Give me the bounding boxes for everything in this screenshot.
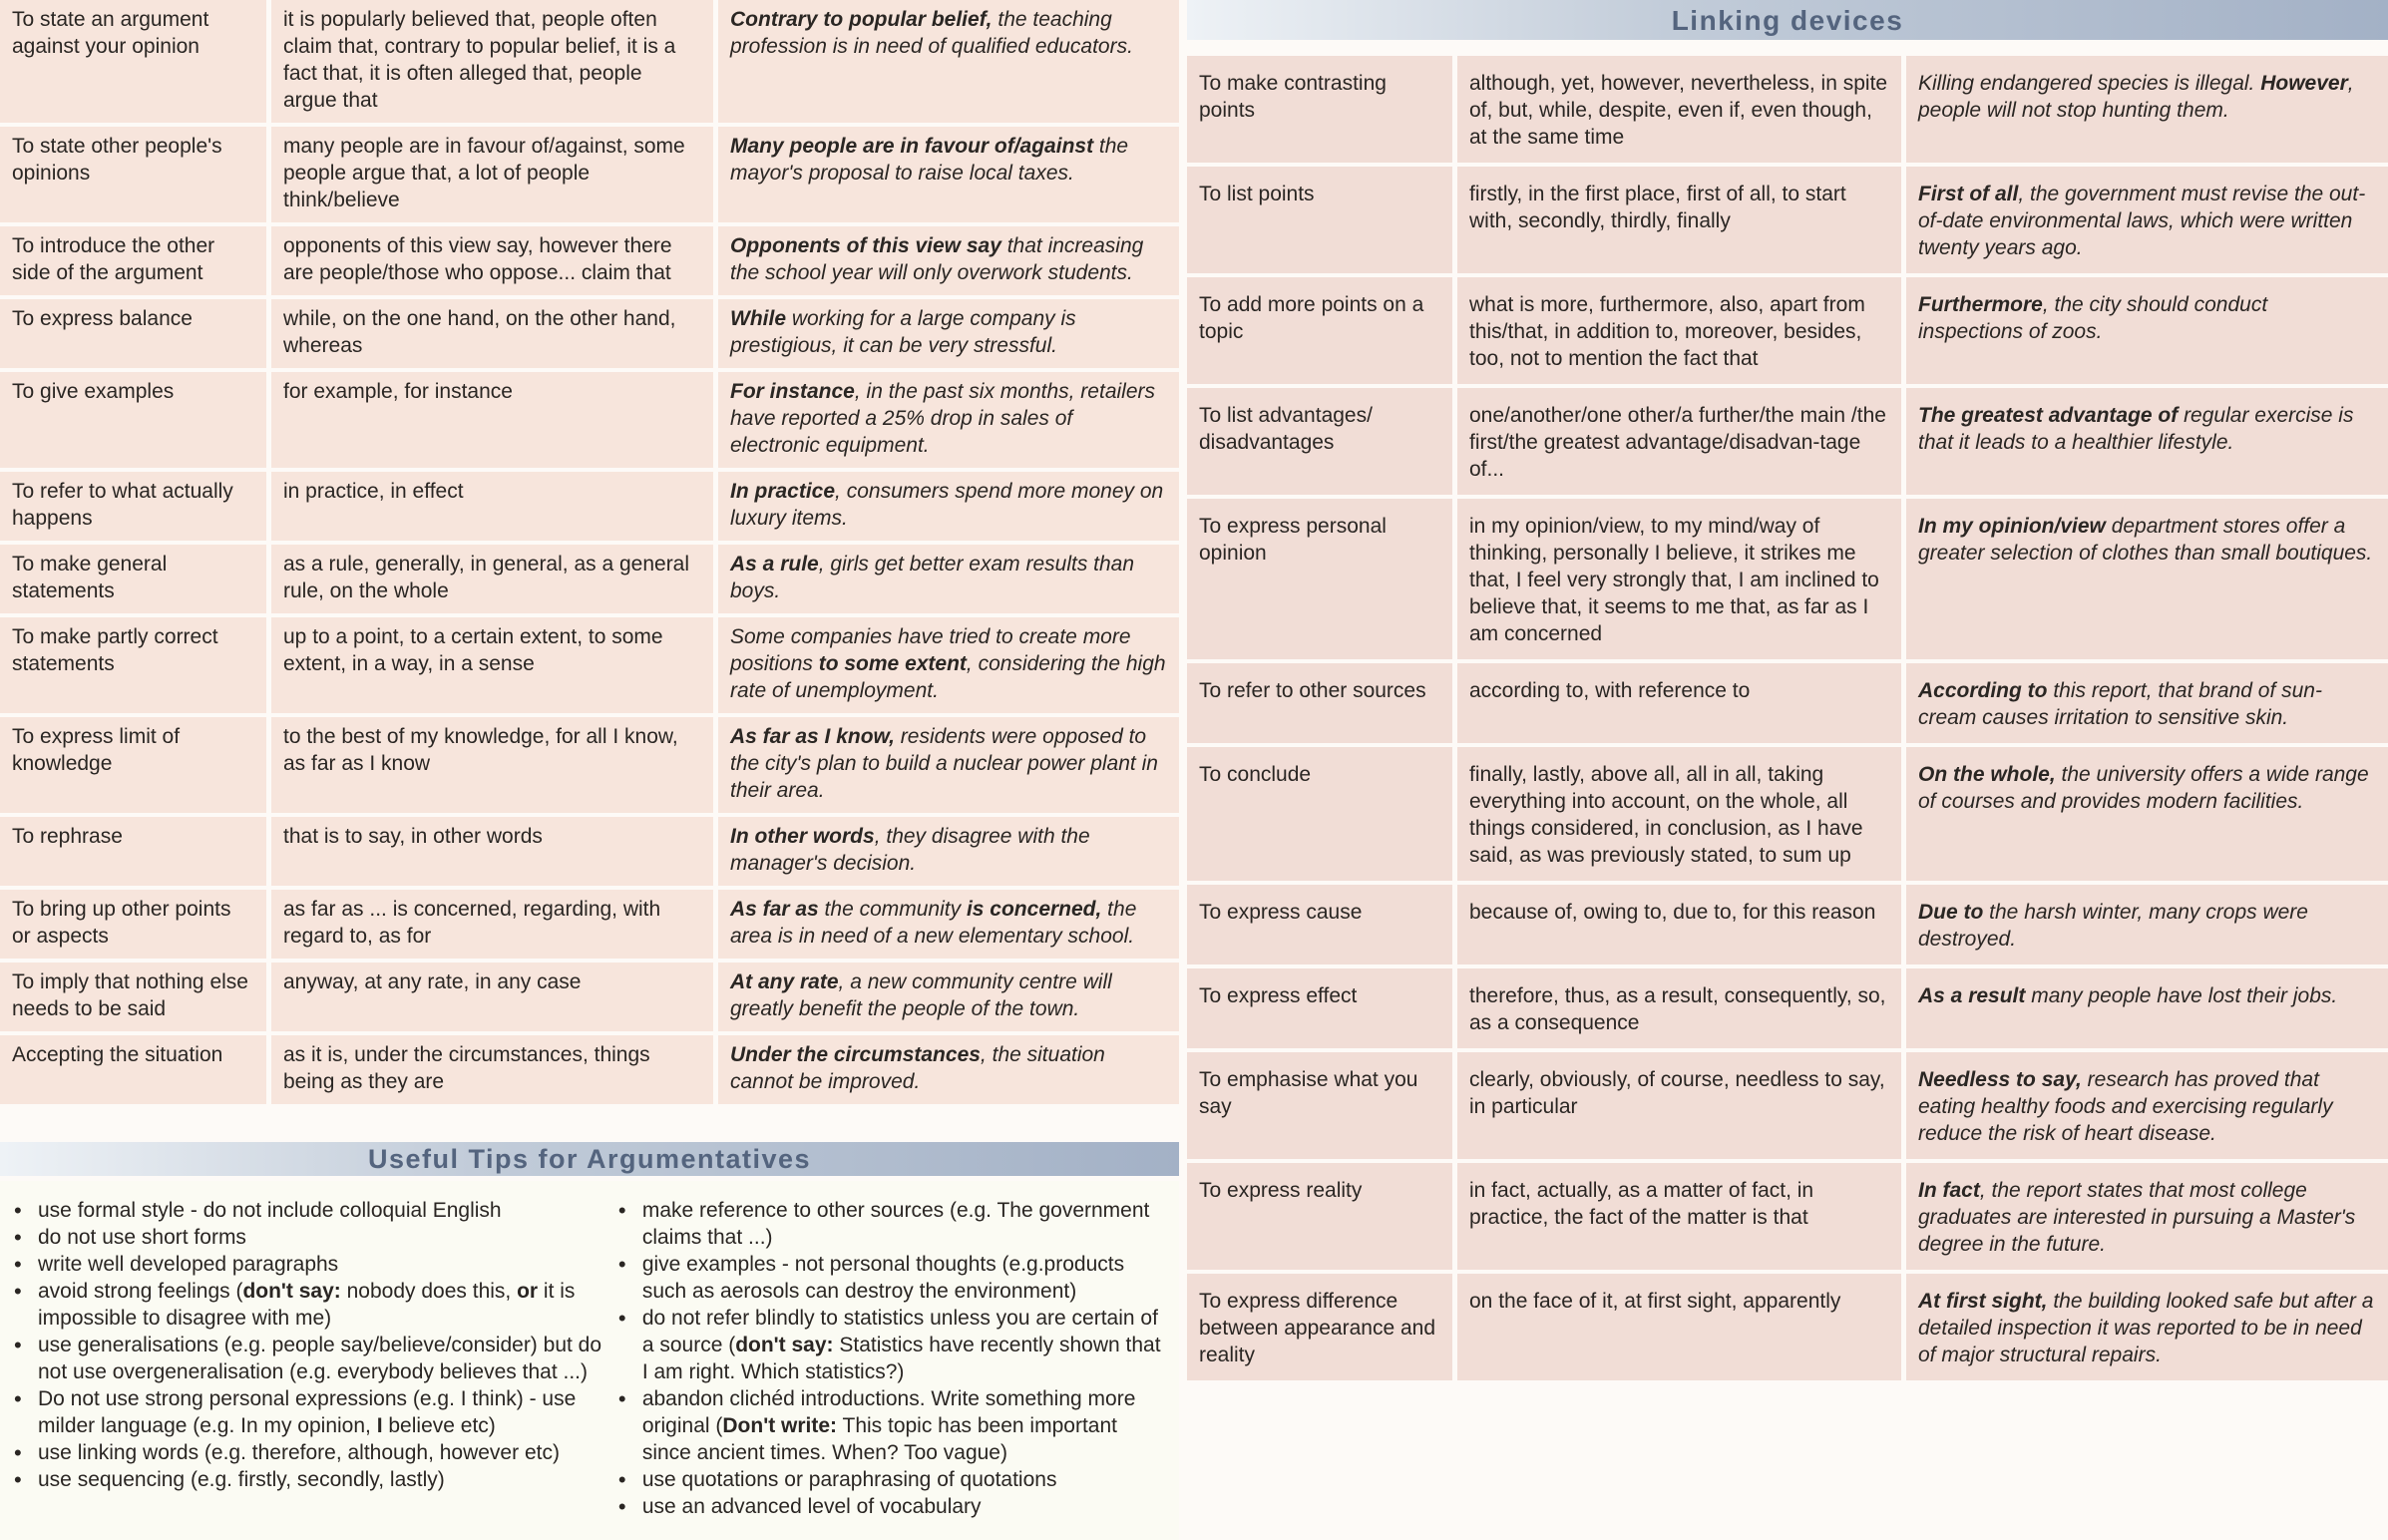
bold-phrase: In fact bbox=[1918, 1179, 1980, 1202]
text-segment: , in the past six months, retailers have reported a 25% drop in sales of electronic equipment. bbox=[730, 380, 1156, 457]
text-segment: use sequencing (e.g. firstly, secondly, lastly) bbox=[38, 1468, 445, 1491]
table-row bbox=[0, 717, 1179, 813]
bold-phrase: Don't write: bbox=[722, 1414, 838, 1437]
argument-phrases-table bbox=[0, 0, 1179, 1108]
bold-phrase: For instance bbox=[730, 380, 855, 403]
table-row bbox=[0, 226, 1179, 295]
bold-phrase: is concerned, bbox=[966, 898, 1102, 921]
text-segment: , the government must revise the out-of-date environmental laws, which were written twenty years ago. bbox=[1918, 183, 2366, 259]
text-segment: the harsh winter, many crops were destroyed. bbox=[1918, 901, 2308, 951]
tip-item bbox=[614, 1466, 1169, 1493]
bold-phrase: I bbox=[376, 1414, 383, 1437]
example-cell bbox=[718, 226, 1179, 295]
text-segment: the teaching profession is in need of qualified educators. bbox=[730, 8, 1133, 58]
text-segment: , they disagree with the manager's decision. bbox=[730, 825, 1090, 875]
table-row bbox=[1187, 663, 2388, 743]
tip-item bbox=[614, 1493, 1169, 1520]
tips-list-right bbox=[614, 1197, 1169, 1540]
example-cell bbox=[1906, 499, 2388, 659]
table-row bbox=[0, 545, 1179, 613]
purpose-cell: To express effect bbox=[1187, 968, 1457, 1048]
text-segment: it is impossible to disagree with me) bbox=[38, 1280, 576, 1330]
phrases-cell: in my opinion/view, to my mind/way of thinking, personally I believe, it strikes me that, I feel very strongly that, I am inclined to believe that, it seems to me that, as far as I am concerned bbox=[1457, 499, 1906, 659]
text-segment: , a new community centre will greatly benefit the people of the town. bbox=[730, 970, 1112, 1020]
phrases-cell: one/another/one other/a further/the main /the first/the greatest advantage/disadvan-tage of... bbox=[1457, 388, 1906, 495]
example-cell bbox=[718, 617, 1179, 713]
text-segment: the area is in need of a new elementary school. bbox=[730, 898, 1137, 948]
tip-item bbox=[10, 1278, 614, 1332]
text-segment: department stores offer a greater selection of clothes than small boutiques. bbox=[1918, 515, 2373, 565]
example-cell bbox=[1906, 968, 2388, 1048]
example-cell bbox=[1906, 885, 2388, 964]
text-segment: Do not use strong personal expressions (e.g. I think) - use milder language (e.g. In my opinion, bbox=[38, 1387, 577, 1437]
phrases-cell: for example, for instance bbox=[271, 372, 718, 468]
bold-phrase: Many people are in favour of/against bbox=[730, 135, 1094, 158]
text-segment: research has proved that eating healthy foods and exercising regularly reduce the risk of heart disease. bbox=[1918, 1068, 2333, 1145]
table-row bbox=[1187, 1274, 2388, 1380]
bold-phrase: don't say: bbox=[242, 1280, 341, 1303]
example-cell bbox=[718, 372, 1179, 468]
phrases-cell: therefore, thus, as a result, consequently, so, as a consequence bbox=[1457, 968, 1906, 1048]
text-segment: , consumers spend more money on luxury items. bbox=[730, 480, 1164, 530]
linking-devices-table bbox=[1187, 52, 2388, 1384]
text-segment: , people will not stop hunting them. bbox=[1918, 72, 2354, 122]
phrases-cell: what is more, furthermore, also, apart from this/that, in addition to, moreover, besides, too, not to mention the fact that bbox=[1457, 277, 1906, 384]
bold-phrase: Under the circumstances bbox=[730, 1043, 981, 1066]
bold-phrase: As far as I know, bbox=[730, 725, 895, 748]
bold-phrase: According to bbox=[1918, 679, 2048, 702]
tips-section bbox=[0, 1181, 1179, 1540]
purpose-cell: To make general statements bbox=[0, 545, 271, 613]
table-row bbox=[0, 127, 1179, 222]
phrases-cell: as it is, under the circumstances, things being as they are bbox=[271, 1035, 718, 1104]
text-segment: use generalisations (e.g. people say/believe/consider) but do not use overgeneralisation (e.g. everybody believes that ...) bbox=[38, 1334, 602, 1383]
text-segment: many people have lost their jobs. bbox=[2025, 984, 2338, 1007]
example-cell bbox=[718, 717, 1179, 813]
tips-list-left bbox=[10, 1197, 614, 1540]
example-cell bbox=[718, 127, 1179, 222]
text-segment: make reference to other sources (e.g. The government claims that ...) bbox=[641, 1199, 1150, 1249]
text-segment: nobody does this, bbox=[340, 1280, 518, 1303]
example-cell bbox=[718, 299, 1179, 368]
text-segment: do not refer blindly to statistics unless you are certain of a source ( bbox=[641, 1307, 1158, 1356]
phrases-cell: although, yet, however, nevertheless, in spite of, but, while, despite, even if, even though, at the same time bbox=[1457, 56, 1906, 163]
phrases-cell: while, on the one hand, on the other hand, whereas bbox=[271, 299, 718, 368]
text-segment: regular exercise is that it leads to a healthier lifestyle. bbox=[1918, 404, 2354, 454]
example-cell bbox=[718, 890, 1179, 959]
example-cell bbox=[718, 0, 1179, 123]
bold-phrase: In practice bbox=[730, 480, 836, 503]
purpose-cell: To rephrase bbox=[0, 817, 271, 886]
phrases-cell: up to a point, to a certain extent, to some extent, in a way, in a sense bbox=[271, 617, 718, 713]
phrases-cell: it is popularly believed that, people often claim that, contrary to popular belief, it is a fact that, it is often alleged that, people argue that bbox=[271, 0, 718, 123]
table-row bbox=[1187, 1163, 2388, 1270]
text-segment: Some companies have tried to create more positions bbox=[730, 625, 1131, 675]
table-row bbox=[0, 890, 1179, 959]
table-row bbox=[1187, 499, 2388, 659]
table-row bbox=[0, 617, 1179, 713]
text-segment: , the report states that most college graduates are interested in pursuing a Master's degree in the future. bbox=[1918, 1179, 2356, 1256]
purpose-cell: To make partly correct statements bbox=[0, 617, 271, 713]
text-segment: that increasing the school year will only overwork students. bbox=[730, 234, 1144, 284]
right-panel bbox=[1187, 0, 2388, 1540]
example-cell bbox=[1906, 663, 2388, 743]
purpose-cell: To express balance bbox=[0, 299, 271, 368]
phrases-cell: that is to say, in other words bbox=[271, 817, 718, 886]
example-cell bbox=[1906, 277, 2388, 384]
text-segment: the building looked safe but after a detailed inspection it was reported to be in need of major structural repairs. bbox=[1918, 1290, 2374, 1366]
purpose-cell: To refer to other sources bbox=[1187, 663, 1457, 743]
text-segment: residents were opposed to the city's plan to build a nuclear power plant in their area. bbox=[730, 725, 1158, 802]
example-cell bbox=[718, 817, 1179, 886]
text-segment: give examples - not personal thoughts (e.g.products such as aerosols can destroy the environment) bbox=[641, 1253, 1125, 1303]
table-row bbox=[0, 299, 1179, 368]
purpose-cell: To emphasise what you say bbox=[1187, 1052, 1457, 1159]
purpose-cell: To state an argument against your opinion bbox=[0, 0, 271, 123]
phrases-cell: on the face of it, at first sight, apparently bbox=[1457, 1274, 1906, 1380]
phrases-cell: as a rule, generally, in general, as a general rule, on the whole bbox=[271, 545, 718, 613]
purpose-cell: To list points bbox=[1187, 167, 1457, 273]
text-segment: working for a large company is prestigious, it can be very stressful. bbox=[730, 307, 1076, 357]
table-row bbox=[0, 1035, 1179, 1104]
example-cell bbox=[1906, 388, 2388, 495]
table-row bbox=[0, 962, 1179, 1031]
example-cell bbox=[1906, 1163, 2388, 1270]
tip-item bbox=[10, 1197, 614, 1224]
example-cell bbox=[1906, 167, 2388, 273]
purpose-cell: To conclude bbox=[1187, 747, 1457, 881]
bold-phrase: First of all bbox=[1918, 183, 2019, 205]
phrases-cell: to the best of my knowledge, for all I know, as far as I know bbox=[271, 717, 718, 813]
example-cell bbox=[1906, 1052, 2388, 1159]
tip-item bbox=[10, 1385, 614, 1439]
table-row bbox=[0, 817, 1179, 886]
table-row bbox=[0, 372, 1179, 468]
text-segment: the mayor's proposal to raise local taxes. bbox=[730, 135, 1129, 185]
tip-item bbox=[10, 1251, 614, 1278]
text-segment: abandon clichéd introductions. Write something more original ( bbox=[641, 1387, 1136, 1437]
phrases-cell: in practice, in effect bbox=[271, 472, 718, 541]
linking-devices-heading: Linking devices bbox=[1187, 0, 2388, 40]
tip-item bbox=[10, 1224, 614, 1251]
text-segment: do not use short forms bbox=[38, 1226, 246, 1249]
phrases-cell: many people are in favour of/against, some people argue that, a lot of people think/believe bbox=[271, 127, 718, 222]
text-segment: Killing endangered species is illegal. bbox=[1918, 72, 2261, 95]
text-segment: , considering the high rate of unemployment. bbox=[730, 652, 1166, 702]
text-segment: Statistics have recently shown that I am right. Which statistics?) bbox=[641, 1334, 1161, 1383]
phrases-cell: clearly, obviously, of course, needless to say, in particular bbox=[1457, 1052, 1906, 1159]
example-cell bbox=[1906, 56, 2388, 163]
purpose-cell: Accepting the situation bbox=[0, 1035, 271, 1104]
example-cell bbox=[718, 1035, 1179, 1104]
purpose-cell: To express personal opinion bbox=[1187, 499, 1457, 659]
phrases-cell: because of, owing to, due to, for this reason bbox=[1457, 885, 1906, 964]
tip-item bbox=[10, 1439, 614, 1466]
example-cell bbox=[718, 472, 1179, 541]
phrases-cell: in fact, actually, as a matter of fact, in practice, the fact of the matter is that bbox=[1457, 1163, 1906, 1270]
phrases-cell: firstly, in the first place, first of all, to start with, secondly, thirdly, finally bbox=[1457, 167, 1906, 273]
bold-phrase: While bbox=[730, 307, 786, 330]
example-cell bbox=[718, 962, 1179, 1031]
bold-phrase: However bbox=[2260, 72, 2348, 95]
purpose-cell: To introduce the other side of the argument bbox=[0, 226, 271, 295]
bold-phrase: don't say: bbox=[735, 1334, 834, 1356]
bold-phrase: On the whole, bbox=[1918, 763, 2056, 786]
text-segment: , the situation cannot be improved. bbox=[730, 1043, 1105, 1093]
tip-item bbox=[614, 1251, 1169, 1305]
table-row bbox=[1187, 388, 2388, 495]
text-segment: , girls get better exam results than boys. bbox=[730, 553, 1135, 602]
bold-phrase: The greatest advantage of bbox=[1918, 404, 2179, 427]
bold-phrase: As a rule bbox=[730, 553, 819, 576]
purpose-cell: To refer to what actually happens bbox=[0, 472, 271, 541]
text-segment: this report, that brand of sun-cream causes irritation to sensitive skin. bbox=[1918, 679, 2322, 729]
tip-item bbox=[614, 1197, 1169, 1251]
table-row bbox=[1187, 968, 2388, 1048]
text-segment: believe etc) bbox=[382, 1414, 496, 1437]
text-segment: This topic has been important since ancient times. When? Too vague) bbox=[641, 1414, 1117, 1464]
bold-phrase: In other words bbox=[730, 825, 875, 848]
purpose-cell: To list advantages/ disadvantages bbox=[1187, 388, 1457, 495]
table-row bbox=[1187, 747, 2388, 881]
text-segment: , the city should conduct inspections of zoos. bbox=[1918, 293, 2268, 343]
text-segment: avoid strong feelings ( bbox=[38, 1280, 243, 1303]
bold-phrase: As far as bbox=[730, 898, 819, 921]
bold-phrase: Opponents of this view say bbox=[730, 234, 1001, 257]
purpose-cell: To add more points on a topic bbox=[1187, 277, 1457, 384]
tip-item bbox=[614, 1385, 1169, 1466]
text-segment: use formal style - do not include colloquial English bbox=[38, 1199, 502, 1222]
phrases-cell: as far as ... is concerned, regarding, with regard to, as for bbox=[271, 890, 718, 959]
table-row bbox=[1187, 885, 2388, 964]
left-panel bbox=[0, 0, 1179, 1540]
text-segment: use an advanced level of vocabulary bbox=[641, 1495, 982, 1518]
table-row bbox=[1187, 167, 2388, 273]
bold-phrase: In my opinion/view bbox=[1918, 515, 2106, 538]
bold-phrase: As a result bbox=[1918, 984, 2026, 1007]
tips-heading: Useful Tips for Argumentatives bbox=[0, 1142, 1179, 1176]
table-row bbox=[0, 0, 1179, 123]
phrases-cell: anyway, at any rate, in any case bbox=[271, 962, 718, 1031]
purpose-cell: To bring up other points or aspects bbox=[0, 890, 271, 959]
text-segment: use quotations or paraphrasing of quotations bbox=[641, 1468, 1057, 1491]
purpose-cell: To express reality bbox=[1187, 1163, 1457, 1270]
text-segment: use linking words (e.g. therefore, although, however etc) bbox=[38, 1441, 560, 1464]
table-row bbox=[1187, 1052, 2388, 1159]
purpose-cell: To give examples bbox=[0, 372, 271, 468]
purpose-cell: To express cause bbox=[1187, 885, 1457, 964]
text-segment: the university offers a wide range of courses and provides modern facilities. bbox=[1918, 763, 2369, 813]
purpose-cell: To imply that nothing else needs to be said bbox=[0, 962, 271, 1031]
purpose-cell: To express limit of knowledge bbox=[0, 717, 271, 813]
purpose-cell: To state other people's opinions bbox=[0, 127, 271, 222]
bold-phrase: or bbox=[517, 1280, 539, 1303]
example-cell bbox=[1906, 747, 2388, 881]
bold-phrase: At any rate bbox=[730, 970, 839, 993]
bold-phrase: to some extent bbox=[818, 652, 967, 675]
table-row bbox=[1187, 56, 2388, 163]
bold-phrase: Due to bbox=[1918, 901, 1984, 924]
bold-phrase: Needless to say, bbox=[1918, 1068, 2082, 1091]
tip-item bbox=[10, 1332, 614, 1385]
bold-phrase: At first sight, bbox=[1918, 1290, 2048, 1313]
purpose-cell: To make contrasting points bbox=[1187, 56, 1457, 163]
tip-item bbox=[10, 1466, 614, 1493]
phrases-cell: opponents of this view say, however there are people/those who oppose... claim that bbox=[271, 226, 718, 295]
table-row bbox=[1187, 277, 2388, 384]
phrases-cell: according to, with reference to bbox=[1457, 663, 1906, 743]
table-row bbox=[0, 472, 1179, 541]
phrases-cell: finally, lastly, above all, all in all, taking everything into account, on the whole, all things considered, in conclusion, as I have said, as was previously stated, to sum up bbox=[1457, 747, 1906, 881]
example-cell bbox=[718, 545, 1179, 613]
purpose-cell: To express difference between appearance and reality bbox=[1187, 1274, 1457, 1380]
bold-phrase: Contrary to popular belief, bbox=[730, 8, 993, 31]
bold-phrase: Furthermore bbox=[1918, 293, 2043, 316]
text-segment: write well developed paragraphs bbox=[38, 1253, 339, 1276]
text-segment: the community bbox=[818, 898, 967, 921]
example-cell bbox=[1906, 1274, 2388, 1380]
tip-item bbox=[614, 1305, 1169, 1385]
